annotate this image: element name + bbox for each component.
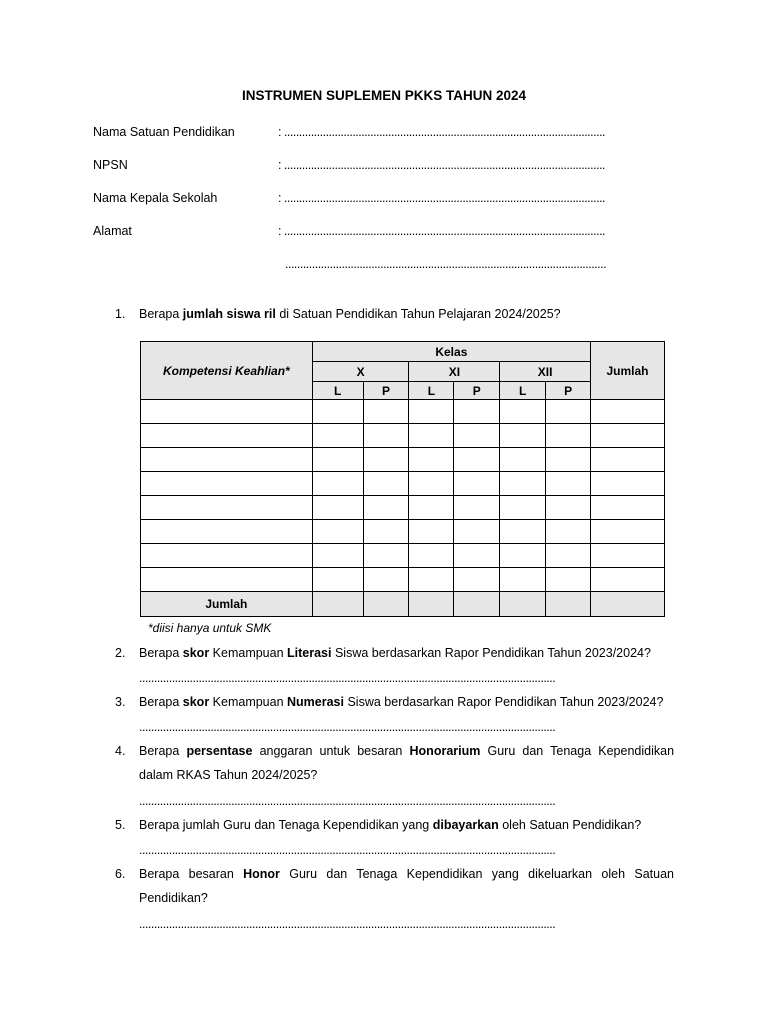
table-cell[interactable] bbox=[363, 496, 409, 520]
field-fill-line[interactable]: : ............................................................................................................ bbox=[278, 224, 606, 238]
table-cell[interactable] bbox=[454, 472, 500, 496]
table-cell[interactable] bbox=[454, 424, 500, 448]
table-cell[interactable] bbox=[591, 544, 665, 568]
table-cell[interactable] bbox=[454, 496, 500, 520]
table-cell[interactable] bbox=[591, 496, 665, 520]
table-cell[interactable] bbox=[546, 568, 591, 592]
table-cell[interactable] bbox=[409, 496, 454, 520]
table-cell[interactable] bbox=[141, 544, 313, 568]
table-cell[interactable] bbox=[409, 520, 454, 544]
question-text-part: anggaran untuk besaran bbox=[252, 744, 410, 758]
table-cell[interactable] bbox=[312, 472, 363, 496]
table-cell[interactable] bbox=[500, 568, 546, 592]
question-text-part: Guru dan Tenaga Kependidikan dalam RKAS Tahun 2024/2025? bbox=[139, 744, 675, 782]
table-row bbox=[141, 400, 665, 424]
table-cell[interactable] bbox=[500, 400, 546, 424]
table-cell[interactable] bbox=[363, 544, 409, 568]
table-row bbox=[141, 448, 665, 472]
header-kompetensi: Kompetensi Keahlian* bbox=[141, 342, 313, 400]
field-fill-line[interactable]: ............................................................................................................ bbox=[285, 257, 607, 271]
header-sex: L bbox=[312, 382, 363, 400]
table-row bbox=[141, 568, 665, 592]
table-row bbox=[141, 520, 665, 544]
question-text-bold: persentase bbox=[186, 744, 253, 758]
table-cell[interactable] bbox=[546, 400, 591, 424]
question-text-bold: Numerasi bbox=[287, 695, 344, 709]
question-number: 3. bbox=[115, 695, 126, 709]
header-sex: L bbox=[500, 382, 546, 400]
table-cell[interactable] bbox=[409, 424, 454, 448]
table-cell[interactable] bbox=[454, 544, 500, 568]
answer-line[interactable]: ............................................................................................................................................ bbox=[139, 917, 556, 931]
table-row bbox=[141, 544, 665, 568]
table-cell[interactable] bbox=[312, 496, 363, 520]
header-sex: P bbox=[363, 382, 409, 400]
question-number: 1. bbox=[115, 307, 126, 321]
field-fill-line[interactable]: : ............................................................................................................ bbox=[278, 191, 606, 205]
table-cell[interactable] bbox=[409, 568, 454, 592]
header-jumlah: Jumlah bbox=[591, 342, 665, 400]
table-cell[interactable] bbox=[312, 448, 363, 472]
table-cell[interactable] bbox=[141, 472, 313, 496]
table-cell[interactable] bbox=[454, 592, 500, 617]
question-text bbox=[139, 739, 674, 787]
table-cell[interactable] bbox=[500, 496, 546, 520]
question-text-bold: jumlah siswa ril bbox=[182, 307, 276, 321]
field-label: Alamat bbox=[93, 224, 132, 238]
table-cell[interactable] bbox=[500, 520, 546, 544]
question-text-part: Siswa berdasarkan Rapor Pendidikan Tahun 2023/2024? bbox=[344, 695, 664, 709]
header-kelas: Kelas bbox=[312, 342, 590, 362]
question-text-part: Berapa bbox=[139, 744, 187, 758]
table-cell[interactable] bbox=[454, 568, 500, 592]
table-cell[interactable] bbox=[409, 448, 454, 472]
table-cell[interactable] bbox=[363, 400, 409, 424]
table-cell[interactable] bbox=[312, 400, 363, 424]
table-cell[interactable] bbox=[546, 472, 591, 496]
table-cell[interactable] bbox=[500, 592, 546, 617]
question-text bbox=[139, 641, 674, 665]
question-text-part: Kemampuan bbox=[209, 695, 288, 709]
table-cell[interactable] bbox=[312, 568, 363, 592]
table-row bbox=[141, 424, 665, 448]
table-cell[interactable] bbox=[141, 400, 313, 424]
table-cell[interactable] bbox=[500, 448, 546, 472]
table-cell[interactable] bbox=[591, 520, 665, 544]
header-sex: L bbox=[409, 382, 454, 400]
field-fill-line[interactable]: : ............................................................................................................ bbox=[278, 125, 606, 139]
question-text-bold: Literasi bbox=[287, 646, 332, 660]
table-cell[interactable] bbox=[591, 472, 665, 496]
question-text bbox=[139, 302, 674, 326]
table-cell[interactable] bbox=[591, 448, 665, 472]
answer-line[interactable]: ............................................................................................................................................ bbox=[139, 794, 556, 808]
table-note: *diisi hanya untuk SMK bbox=[148, 621, 272, 635]
field-fill-line[interactable]: : ............................................................................................................ bbox=[278, 158, 606, 172]
question-number: 5. bbox=[115, 818, 126, 832]
table-total-row bbox=[141, 592, 665, 617]
question-text-part: oleh Satuan Pendidikan? bbox=[498, 818, 642, 832]
table-cell[interactable] bbox=[591, 592, 665, 617]
field-label: Nama Satuan Pendidikan bbox=[93, 125, 235, 139]
question-text bbox=[139, 690, 674, 714]
question-text-part: Berapa bbox=[139, 695, 183, 709]
table-cell[interactable] bbox=[363, 592, 409, 617]
total-label: Jumlah bbox=[141, 592, 313, 617]
table-cell[interactable] bbox=[454, 520, 500, 544]
table-cell[interactable] bbox=[312, 592, 363, 617]
table-cell[interactable] bbox=[141, 568, 313, 592]
question-text-part: Kemampuan bbox=[209, 646, 288, 660]
question-text-part: Berapa jumlah Guru dan Tenaga Kependidikan yang bbox=[139, 818, 433, 832]
question-text-bold: skor bbox=[182, 646, 210, 660]
field-label: NPSN bbox=[93, 158, 128, 172]
table-cell[interactable] bbox=[546, 592, 591, 617]
question-text-part: Guru dan Tenaga Kependidikan yang dikeluarkan oleh Satuan Pendidikan? bbox=[139, 867, 674, 905]
table-cell[interactable] bbox=[141, 448, 313, 472]
table-cell[interactable] bbox=[141, 424, 313, 448]
table-cell[interactable] bbox=[363, 472, 409, 496]
table-cell[interactable] bbox=[312, 544, 363, 568]
question-text-part: Berapa besaran bbox=[139, 867, 244, 881]
header-grade-x: X bbox=[312, 362, 409, 382]
header-sex: P bbox=[546, 382, 591, 400]
question-text-part: di Satuan Pendidikan Tahun Pelajaran 2024/2025? bbox=[275, 307, 561, 321]
header-grade-xi: XI bbox=[409, 362, 500, 382]
table-cell[interactable] bbox=[591, 424, 665, 448]
answer-line[interactable]: ............................................................................................................................................ bbox=[139, 720, 556, 734]
table-cell[interactable] bbox=[363, 448, 409, 472]
question-text-bold: skor bbox=[182, 695, 210, 709]
table-cell[interactable] bbox=[363, 520, 409, 544]
question-text-bold: Honorarium bbox=[409, 744, 481, 758]
question-text bbox=[139, 862, 674, 910]
table-cell[interactable] bbox=[409, 592, 454, 617]
question-number: 6. bbox=[115, 867, 126, 881]
table-cell[interactable] bbox=[454, 400, 500, 424]
table-cell[interactable] bbox=[546, 448, 591, 472]
question-text-bold: dibayarkan bbox=[432, 818, 499, 832]
table-cell[interactable] bbox=[500, 424, 546, 448]
question-text-part: Berapa bbox=[139, 307, 183, 321]
table-cell[interactable] bbox=[546, 520, 591, 544]
question-text bbox=[139, 813, 674, 837]
table-cell[interactable] bbox=[409, 472, 454, 496]
table-row bbox=[141, 496, 665, 520]
question-text-part: Siswa berdasarkan Rapor Pendidikan Tahun 2023/2024? bbox=[331, 646, 651, 660]
field-label: Nama Kepala Sekolah bbox=[93, 191, 218, 205]
answer-line[interactable]: ............................................................................................................................................ bbox=[139, 843, 556, 857]
table-cell[interactable] bbox=[312, 520, 363, 544]
student-count-table bbox=[140, 341, 665, 617]
answer-line[interactable]: ............................................................................................................................................ bbox=[139, 671, 556, 685]
table-body bbox=[141, 400, 665, 592]
question-text-bold: Honor bbox=[243, 867, 280, 881]
table-row bbox=[141, 472, 665, 496]
table-cell[interactable] bbox=[141, 520, 313, 544]
table-cell[interactable] bbox=[454, 448, 500, 472]
table-cell[interactable] bbox=[500, 472, 546, 496]
table-cell[interactable] bbox=[546, 544, 591, 568]
question-number: 4. bbox=[115, 744, 126, 758]
table-cell[interactable] bbox=[591, 568, 665, 592]
header-grade-xii: XII bbox=[500, 362, 591, 382]
table-cell[interactable] bbox=[141, 496, 313, 520]
table-cell[interactable] bbox=[546, 496, 591, 520]
table-cell[interactable] bbox=[312, 424, 363, 448]
table-cell[interactable] bbox=[409, 400, 454, 424]
table-cell[interactable] bbox=[363, 424, 409, 448]
table-cell[interactable] bbox=[363, 568, 409, 592]
table-cell[interactable] bbox=[591, 400, 665, 424]
document-title: INSTRUMEN SUPLEMEN PKKS TAHUN 2024 bbox=[241, 88, 527, 103]
table-cell[interactable] bbox=[546, 424, 591, 448]
table-cell[interactable] bbox=[409, 544, 454, 568]
question-text-part: Berapa bbox=[139, 646, 183, 660]
table-cell[interactable] bbox=[500, 544, 546, 568]
question-number: 2. bbox=[115, 646, 126, 660]
header-sex: P bbox=[454, 382, 500, 400]
